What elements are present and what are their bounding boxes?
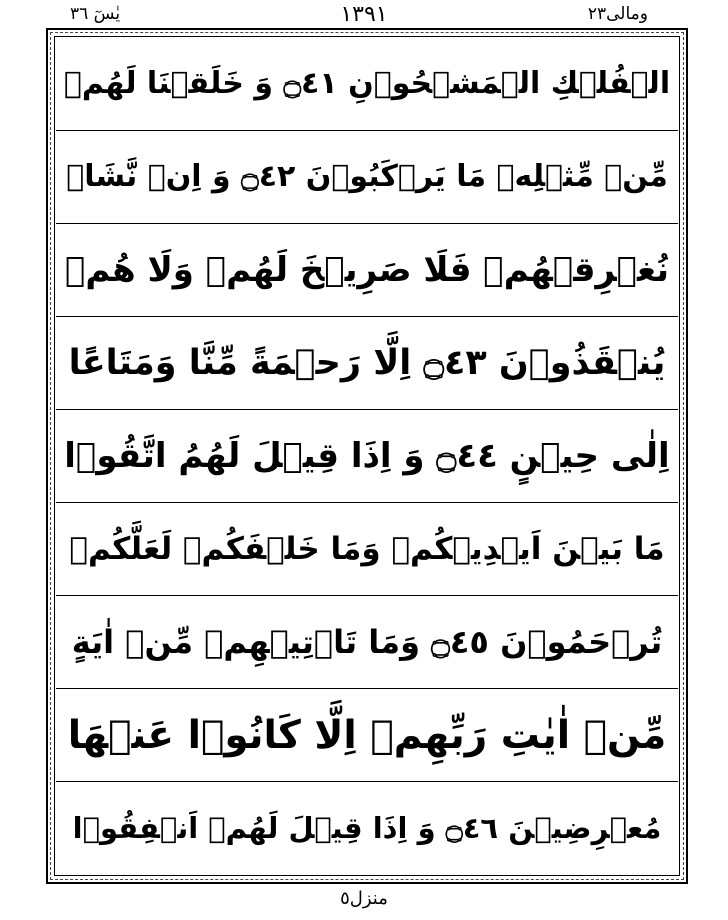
juz-header: ومالی٢٣ <box>587 4 648 24</box>
text-line-2 <box>56 131 678 224</box>
text-line-1 <box>56 38 678 131</box>
surah-header: يٰسٓ ٣٦ <box>70 4 121 24</box>
verse-text: اِلٰى حِيۡنٍ ۝٤٤ وَ اِذَا قِيۡلَ لَهُمُ اتَّقُوۡا <box>64 436 670 476</box>
manzil-footer: منزل٥ <box>340 888 388 909</box>
text-line-3 <box>56 224 678 317</box>
verse-text: نُغۡرِقۡهُمۡ فَلَا صَرِيۡخَ لَهُمۡ وَلَا هُمۡ <box>65 250 669 290</box>
verse-text: مِّنۡ مِّثۡلِهٖ مَا يَرۡكَبُوۡنَ ۝٤٢ وَ اِنۡ نَّشَاۡ <box>66 159 668 194</box>
text-line-9 <box>56 782 678 874</box>
text-line-8 <box>56 689 678 782</box>
verse-text: تُرۡحَمُوۡنَ ۝٤٥ وَمَا تَاۡتِيۡهِمۡ مِّنۡ اٰيَةٍ <box>71 623 663 661</box>
text-line-5 <box>56 410 678 503</box>
text-line-7 <box>56 596 678 689</box>
page-number: ١٣٩١ <box>340 2 388 27</box>
text-line-6 <box>56 503 678 596</box>
page-frame <box>46 28 688 884</box>
verse-text: مُعۡرِضِيۡنَ ۝٤٦ وَ اِذَا قِيۡلَ لَهُمۡ اَنۡفِقُوۡا <box>72 810 662 845</box>
text-line-4 <box>56 317 678 410</box>
text-lines <box>56 38 678 874</box>
verse-text: الۡفُلۡكِ الۡمَشۡحُوۡنِ ۝٤١ وَ خَلَقۡنَا لَهُمۡ <box>63 66 671 101</box>
verse-text: مَا بَيۡنَ اَيۡدِيۡكُمۡ وَمَا خَلۡفَكُمۡ لَعَلَّكُمۡ <box>69 530 665 567</box>
verse-text: مِّنۡ اٰيٰتِ رَبِّهِمۡ اِلَّا كَانُوۡا عَنۡهَا <box>67 712 667 758</box>
verse-text: يُنۡقَذُوۡنَ ۝٤٣ اِلَّا رَحۡمَةً مِّنَّا وَمَتَاعًا <box>68 342 666 383</box>
